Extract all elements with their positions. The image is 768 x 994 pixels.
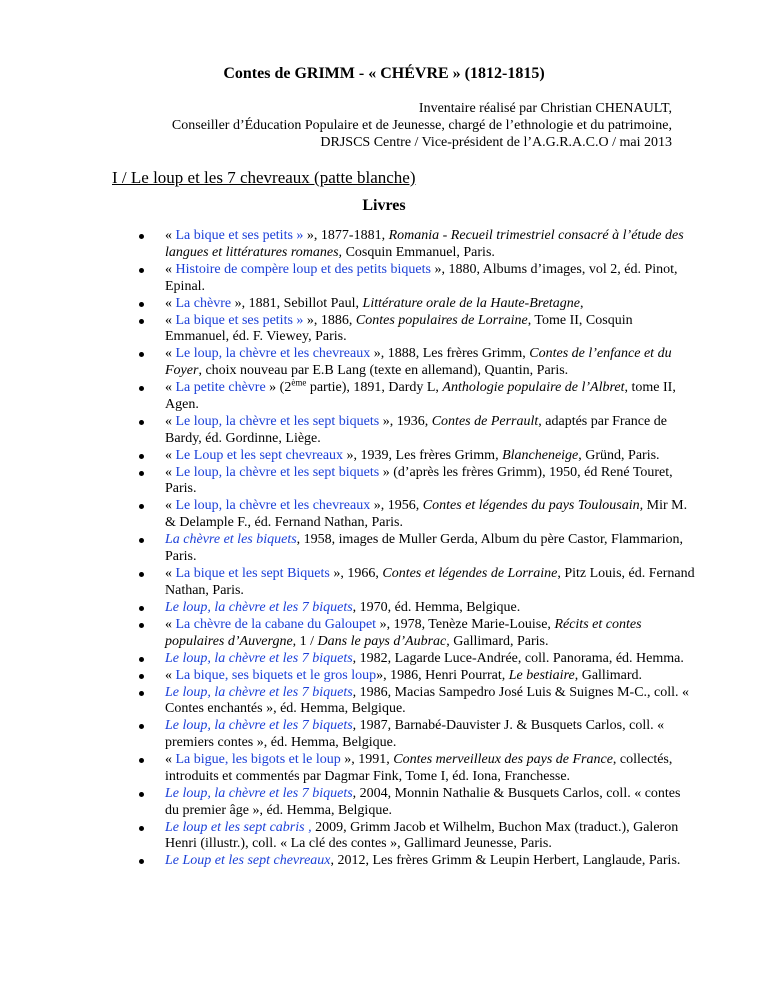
book-list <box>165 228 695 870</box>
book-prefix: « <box>165 616 176 632</box>
book-title-link[interactable]: Le loup, la chèvre et les 7 biquets <box>165 718 353 734</box>
book-details: », 1886, <box>303 312 356 328</box>
book-list-item <box>165 566 695 600</box>
bullet-icon <box>139 572 144 577</box>
book-title-link[interactable]: Le Loup et les sept chevreaux <box>165 853 331 869</box>
book-details: », 1939, Les frères Grimm, <box>343 447 503 463</box>
book-collection: Contes merveilleux des pays de France <box>393 752 613 768</box>
bullet-icon <box>139 319 144 324</box>
book-list-item <box>165 228 695 262</box>
book-prefix: « <box>165 228 176 243</box>
book-collection: Contes de Perrault <box>431 413 539 429</box>
bullet-icon <box>139 420 144 425</box>
bullet-icon <box>139 792 144 797</box>
book-list-item <box>165 448 695 465</box>
book-list-item <box>165 296 695 313</box>
bullet-icon <box>139 674 144 679</box>
book-prefix: « <box>165 498 176 514</box>
book-title-link[interactable]: Le loup, la chèvre et les chevreaux <box>175 498 371 514</box>
book-prefix: « <box>165 346 176 362</box>
book-list-item <box>165 377 695 414</box>
book-title-link[interactable]: La bigue, les bigots et le loup <box>175 752 341 768</box>
bullet-icon <box>139 352 144 357</box>
bullet-icon <box>139 859 144 864</box>
author-line-3: DRJSCS Centre / Vice-président de l’A.G.R.A.C.O / mai 2013 <box>320 135 672 150</box>
book-publisher: , 1 / <box>292 633 318 649</box>
book-collection: Récits et contes populaires d’Auvergne <box>165 616 642 649</box>
document-title: Contes de GRIMM - « CHÉVRE » (1812-1815) <box>223 65 545 82</box>
book-details: » (2 <box>265 380 292 396</box>
book-prefix: « <box>165 566 176 581</box>
book-details: , 1987, Barnabé-Dauvister J. & Busquets Carlos, coll. « premiers contes », éd. Hemma, Belgique. <box>165 718 665 751</box>
author-info <box>172 100 672 151</box>
book-publisher: , Gallimard, Paris. <box>446 633 549 649</box>
bullet-icon <box>139 504 144 509</box>
bullet-icon <box>139 454 144 459</box>
author-line-2: Conseiller d’Éducation Populaire et de Jeunesse, chargé de l’ethnologie et du patrimoine, <box>171 118 672 133</box>
book-collection: Contes de l’enfance et du Foyer <box>165 346 672 379</box>
bullet-icon <box>139 724 144 729</box>
book-prefix: « <box>165 667 176 683</box>
book-collection: Anthologie populaire de l’Albret <box>442 380 625 396</box>
book-prefix: « <box>165 380 176 396</box>
book-title-link[interactable]: Le loup et les sept cabris , <box>165 819 312 835</box>
book-title-link[interactable]: Le loup, la chèvre et les 7 biquets <box>165 785 353 801</box>
book-title-link[interactable]: Le Loup et les sept chevreaux <box>175 447 344 463</box>
book-title-link[interactable]: La chèvre <box>175 295 232 311</box>
book-details: , 2004, Monnin Nathalie & Busquets Carlos, coll. « contes du premier âge », éd. Hemma, Belgique. <box>165 785 681 818</box>
book-publisher: , adaptés par France de Bardy, éd. Gordinne, Liège. <box>165 413 667 446</box>
bullet-icon <box>139 691 144 696</box>
book-superscript: ème <box>291 377 307 388</box>
book-details: , 1970, éd. Hemma, Belgique. <box>352 599 521 615</box>
book-title-link[interactable]: La chèvre de la cabane du Galoupet <box>175 616 377 632</box>
book-list-item <box>165 685 695 719</box>
bullet-icon <box>139 268 144 273</box>
book-publisher: , Gründ, Paris. <box>578 447 660 463</box>
bullet-icon <box>139 302 144 307</box>
book-list-item <box>165 786 695 820</box>
book-list-item <box>165 752 695 786</box>
book-title-link[interactable]: La bique et les sept Biquets <box>175 566 330 581</box>
bullet-icon <box>139 623 144 628</box>
book-details: partie), 1891, Dardy L, <box>306 380 443 396</box>
book-list-item <box>165 262 695 296</box>
book-title-link[interactable]: Le loup, la chèvre et les 7 biquets <box>165 599 353 615</box>
subsection-heading: Livres <box>362 197 406 214</box>
book-list-item <box>165 617 695 651</box>
book-title-link[interactable]: La chèvre et les biquets <box>165 532 297 548</box>
book-title-link[interactable]: La petite chèvre <box>175 380 266 396</box>
book-details: 2009, Grimm Jacob et Wilhelm, Buchon Max (traduct.), Galeron Henri (illustr.), coll. « La clé des contes », Gallimard Jeunesse, Paris. <box>165 819 679 852</box>
book-details: », 1888, Les frères Grimm, <box>370 346 530 362</box>
book-collection: Contes populaires de Lorraine <box>355 312 528 328</box>
book-list-item <box>165 668 695 685</box>
book-collection: Romania - Recueil trimestriel consacré à l’étude des langues et littératures romanes, <box>165 228 684 260</box>
book-prefix: « <box>165 447 176 463</box>
book-collection: Littérature orale de la Haute-Bretagne <box>362 295 581 311</box>
book-list-item <box>165 498 695 532</box>
book-prefix: « <box>165 261 176 277</box>
bullet-icon <box>139 471 144 476</box>
book-list-item <box>165 600 695 617</box>
book-details: , 1982, Lagarde Luce-Andrée, coll. Panorama, éd. Hemma. <box>352 650 684 666</box>
book-publisher: Mir M. & Delample F., éd. Fernand Nathan, Paris. <box>165 498 688 531</box>
book-publisher: , Gallimard. <box>574 667 642 683</box>
book-title-link[interactable]: Le loup, la chèvre et les 7 biquets <box>165 684 353 700</box>
book-details: », 1956, <box>370 498 423 514</box>
book-list-item <box>165 346 695 380</box>
book-details: », 1986, Henri Pourrat, <box>376 667 509 683</box>
book-list-item <box>165 465 695 499</box>
book-publisher: , <box>580 295 584 311</box>
book-title-link[interactable]: Le loup, la chèvre et les chevreaux <box>175 346 371 362</box>
author-line-1: Inventaire réalisé par Christian CHENAULT, <box>418 101 672 116</box>
book-publisher: , collectés, introduits et commentés par Dagmar Fink, Tome I, éd. Iona, Franchesse. <box>165 752 673 784</box>
book-details: , 2012, Les frères Grimm & Leupin Herbert, Langlaude, Paris. <box>330 853 681 869</box>
bullet-icon <box>139 758 144 763</box>
bullet-icon <box>139 386 144 391</box>
book-details: », 1877-1881, <box>303 228 389 243</box>
book-details: », 1966, <box>329 566 383 581</box>
book-publisher: , tome II, Agen. <box>165 380 676 412</box>
book-publisher: Cosquin Emmanuel, Paris. <box>342 244 495 260</box>
book-details: », 1978, Tenèze Marie-Louise, <box>376 616 555 632</box>
book-details: , 1986, Macias Sampedro José Luis & Suignes M-C., coll. « Contes enchantés », éd. Hemma, Belgique. <box>165 684 690 717</box>
book-collection: Contes et légendes du pays Toulousain, <box>422 498 644 514</box>
book-prefix: « <box>165 295 176 311</box>
book-publisher: , choix nouveau par E.B Lang (texte en allemand), Quantin, Paris. <box>198 363 569 379</box>
book-details: », 1991, <box>340 752 394 768</box>
book-title-link[interactable]: La bique et ses petits » <box>175 228 304 243</box>
book-publisher: , Tome II, Cosquin Emmanuel, éd. F. Viewey, Paris. <box>165 312 633 345</box>
book-list-item <box>165 313 695 347</box>
book-publisher: , Pitz Louis, éd. Fernand Nathan, Paris. <box>165 566 695 598</box>
book-prefix: « <box>165 413 176 429</box>
book-title-link[interactable]: La bique et ses petits » <box>175 312 304 328</box>
book-list-item <box>165 820 695 854</box>
book-collection: Dans le pays d’Aubrac <box>317 633 447 649</box>
book-details: », 1880, Albums d’images, vol 2, éd. Pinot, Epinal. <box>165 261 678 294</box>
book-details: », 1936, <box>379 413 432 429</box>
book-title-link[interactable]: Le loup, la chèvre et les sept biquets <box>175 413 380 429</box>
book-title-link[interactable]: Histoire de compère loup et des petits biquets <box>175 261 431 277</box>
bullet-icon <box>139 606 144 611</box>
book-collection: Blancheneige <box>502 447 579 463</box>
book-title-link[interactable]: La bique, ses biquets et le gros loup <box>175 667 377 683</box>
bullet-icon <box>139 234 144 239</box>
book-collection: Le bestiaire <box>508 667 575 683</box>
book-list-item <box>165 651 695 668</box>
book-title-link[interactable]: Le loup, la chèvre et les sept biquets <box>175 464 380 480</box>
book-list-item <box>165 532 695 566</box>
book-details: » (d’après les frères Grimm), 1950, éd René Touret, Paris. <box>165 464 673 497</box>
book-prefix: « <box>165 464 176 480</box>
book-prefix: « <box>165 312 176 328</box>
bullet-icon <box>139 657 144 662</box>
book-title-link[interactable]: Le loup, la chèvre et les 7 biquets <box>165 650 353 666</box>
book-prefix: « <box>165 752 176 768</box>
bullet-icon <box>139 538 144 543</box>
section-heading: I / Le loup et les 7 chevreaux (patte blanche) <box>112 168 416 187</box>
book-list-item <box>165 718 695 752</box>
book-details: , 1958, images de Muller Gerda, Album du père Castor, Flammarion, Paris. <box>165 532 683 565</box>
book-list-item <box>165 853 695 870</box>
bullet-icon <box>139 826 144 831</box>
book-list-item <box>165 414 695 448</box>
book-collection: Contes et légendes de Lorraine <box>382 566 558 581</box>
book-details: », 1881, Sebillot Paul, <box>231 295 363 311</box>
